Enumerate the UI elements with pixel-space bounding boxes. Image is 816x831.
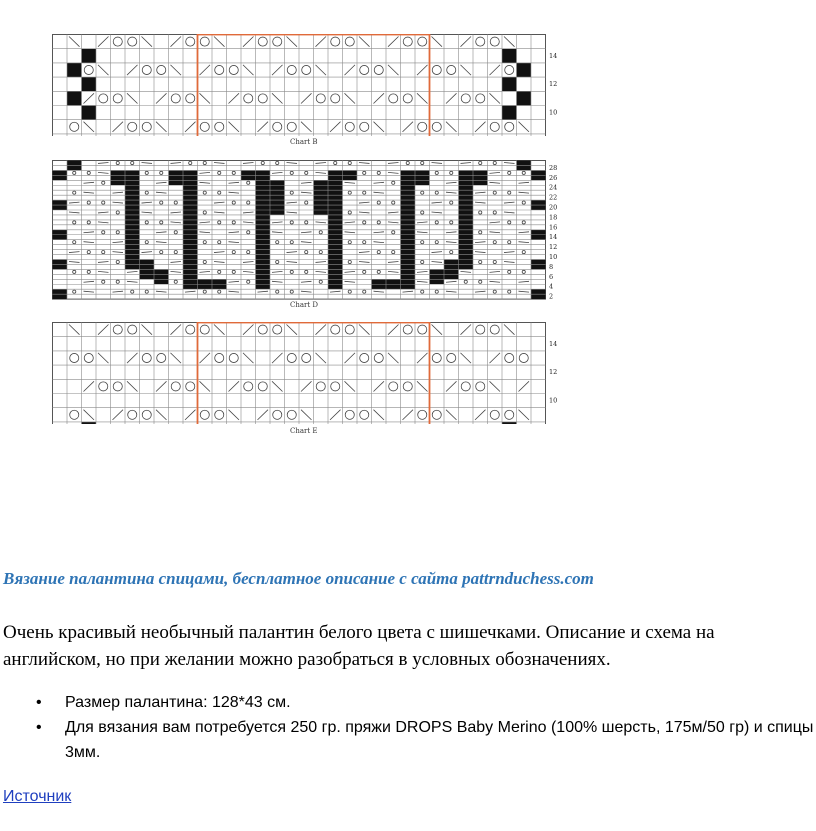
chart-cell-dark — [401, 190, 416, 195]
chart-cell-dark — [531, 170, 546, 175]
chart-cell-dark — [314, 200, 329, 205]
chart-cell-dark — [256, 269, 271, 274]
chart-cell-dark — [183, 279, 198, 284]
chart-cell-dark — [401, 245, 416, 250]
chart-cell-dark — [328, 264, 343, 269]
row-number-label: 28 — [549, 163, 558, 172]
chart-cell-dark — [183, 255, 198, 260]
chart-cell-dark — [459, 185, 474, 190]
chart-cell-dark — [328, 245, 343, 250]
chart-cell-dark — [444, 260, 459, 265]
chart-cell-dark — [183, 269, 198, 274]
chart-cell-dark — [256, 279, 271, 284]
chart-cell-dark — [517, 91, 532, 105]
chart-cell-dark — [183, 170, 198, 175]
chart-cell-dark — [183, 264, 198, 269]
chart-cell-dark — [256, 235, 271, 240]
chart-cell-dark — [53, 230, 68, 235]
chart-d-caption: Chart D — [290, 301, 319, 309]
chart-cell-dark — [401, 240, 416, 245]
chart-cell-dark — [53, 289, 68, 294]
chart-cell-dark — [328, 200, 343, 205]
row-number-label: 10 — [549, 108, 558, 117]
chart-cell-dark — [517, 165, 532, 170]
chart-cell-dark — [169, 180, 184, 185]
chart-cell-dark — [459, 220, 474, 225]
chart-cell-dark — [256, 170, 271, 175]
chart-cell-dark — [183, 230, 198, 235]
list-item — [0, 715, 816, 765]
chart-cell-dark — [328, 170, 343, 175]
chart-cell-dark — [183, 274, 198, 279]
chart-cell-dark — [444, 274, 459, 279]
chart-cell-dark — [67, 165, 82, 170]
chart-cell-dark — [53, 264, 68, 269]
chart-cell-dark — [531, 264, 546, 269]
chart-cell-dark — [198, 284, 213, 289]
chart-cell-dark — [328, 185, 343, 190]
chart-cell-dark — [183, 220, 198, 225]
chart-cell-dark — [401, 175, 416, 180]
chart-cell-dark — [183, 200, 198, 205]
chart-cell-dark — [183, 205, 198, 210]
chart-cell-dark — [401, 255, 416, 260]
chart-cell-dark — [183, 185, 198, 190]
chart-cell-dark — [328, 230, 343, 235]
chart-cell-dark — [270, 185, 285, 190]
chart-cell-dark — [140, 274, 155, 279]
chart-cell-dark — [314, 205, 329, 210]
chart-cell-dark — [459, 264, 474, 269]
chart-cell-dark — [241, 170, 256, 175]
chart-cell-dark — [444, 269, 459, 274]
chart-cell-dark — [154, 274, 169, 279]
chart-cell-dark — [328, 205, 343, 210]
row-number-label: 4 — [549, 282, 554, 291]
chart-cell-dark — [256, 274, 271, 279]
chart-cell-dark — [401, 260, 416, 265]
list-item — [0, 690, 816, 715]
chart-e-caption: Chart E — [290, 427, 318, 435]
chart-cell-dark — [459, 170, 474, 175]
chart-cell-dark — [459, 215, 474, 220]
chart-cell-dark — [140, 264, 155, 269]
chart-cell-dark — [328, 274, 343, 279]
chart-cell-dark — [473, 180, 488, 185]
chart-cell-dark — [140, 269, 155, 274]
chart-cell-dark — [125, 240, 140, 245]
chart-cell-dark — [502, 49, 517, 63]
chart-cell-dark — [328, 210, 343, 215]
chart-cell-dark — [459, 250, 474, 255]
chart-cell-dark — [459, 235, 474, 240]
chart-cell-dark — [401, 210, 416, 215]
chart-cell-dark — [256, 245, 271, 250]
chart-cell-dark — [531, 205, 546, 210]
chart-cell-dark — [256, 210, 271, 215]
chart-cell-dark — [212, 284, 227, 289]
row-number-label: 12 — [549, 368, 558, 377]
chart-cell-dark — [372, 284, 387, 289]
article-intro: Очень красивый необычный палантин белого цвета с шишечками. Описание и схема на английском, но при желании можно разобраться в условных обозначениях. — [3, 622, 715, 670]
bullet-icon: • — [36, 694, 42, 711]
chart-cell-dark — [183, 225, 198, 230]
chart-cell-dark — [415, 175, 430, 180]
chart-cell-dark — [401, 269, 416, 274]
chart-cell-dark — [125, 225, 140, 230]
chart-cell-dark — [459, 230, 474, 235]
chart-cell-dark — [328, 175, 343, 180]
row-number-label: 26 — [549, 173, 558, 182]
chart-cell-dark — [328, 240, 343, 245]
chart-b — [52, 34, 572, 136]
chart-cell-dark — [459, 260, 474, 265]
chart-cell-dark — [82, 422, 97, 424]
chart-cell-dark — [328, 225, 343, 230]
chart-cell-dark — [314, 195, 329, 200]
chart-cell-dark — [183, 250, 198, 255]
chart-cell-dark — [270, 205, 285, 210]
row-number-label: 20 — [549, 203, 558, 212]
chart-cell-dark — [328, 220, 343, 225]
chart-cell-dark — [459, 195, 474, 200]
chart-cell-dark — [459, 190, 474, 195]
article-heading: Вязание палантина спицами, бесплатное описание с сайта pattrnduchess.com — [3, 569, 594, 588]
row-number-label: 2 — [549, 292, 554, 300]
chart-cell-dark — [67, 63, 82, 77]
chart-cell-dark — [401, 195, 416, 200]
chart-cell-dark — [401, 215, 416, 220]
row-number-label: 14 — [549, 339, 558, 348]
chart-cell-dark — [125, 264, 140, 269]
chart-cell-dark — [125, 175, 140, 180]
chart-cell-dark — [256, 255, 271, 260]
chart-cell-dark — [82, 106, 97, 120]
chart-cells — [53, 35, 546, 137]
chart-cell-dark — [125, 250, 140, 255]
chart-cell-dark — [270, 195, 285, 200]
chart-cell-dark — [328, 255, 343, 260]
chart-cell-dark — [372, 279, 387, 284]
chart-cell-dark — [256, 225, 271, 230]
row-number-label: 6 — [549, 272, 554, 281]
chart-cell-dark — [183, 284, 198, 289]
chart-cell-dark — [183, 260, 198, 265]
chart-cell-dark — [256, 230, 271, 235]
chart-cell-dark — [125, 210, 140, 215]
chart-cell-dark — [415, 170, 430, 175]
chart-cell-dark — [256, 185, 271, 190]
chart-cell-dark — [401, 230, 416, 235]
chart-b-caption: Chart B — [290, 138, 318, 146]
chart-cell-dark — [459, 210, 474, 215]
chart-cell-dark — [502, 77, 517, 91]
chart-cell-dark — [270, 200, 285, 205]
chart-cell-dark — [328, 190, 343, 195]
chart-cell-dark — [459, 205, 474, 210]
chart-cell-dark — [212, 279, 227, 284]
chart-cell-dark — [125, 180, 140, 185]
chart-cell-dark — [183, 215, 198, 220]
chart-cell-dark — [53, 235, 68, 240]
chart-cell-dark — [111, 180, 126, 185]
chart-cell-dark — [328, 250, 343, 255]
row-number-label: 12 — [549, 80, 558, 89]
chart-d-grid — [52, 160, 572, 300]
row-number-label: 24 — [549, 183, 558, 192]
chart-cell-dark — [531, 289, 546, 294]
chart-cell-dark — [401, 235, 416, 240]
chart-cell-dark — [256, 200, 271, 205]
chart-cell-dark — [531, 260, 546, 265]
chart-cell-dark — [444, 264, 459, 269]
chart-cell-dark — [67, 91, 82, 105]
chart-cell-dark — [183, 245, 198, 250]
chart-cell-dark — [183, 240, 198, 245]
chart-cell-dark — [53, 294, 68, 299]
chart-cell-dark — [256, 190, 271, 195]
chart-cell-dark — [459, 255, 474, 260]
chart-cell-dark — [125, 220, 140, 225]
chart-cell-dark — [531, 230, 546, 235]
chart-cell-dark — [401, 264, 416, 269]
chart-cell-dark — [183, 235, 198, 240]
chart-cell-dark — [169, 175, 184, 180]
chart-cell-dark — [125, 255, 140, 260]
chart-cell-dark — [256, 180, 271, 185]
chart-cell-dark — [531, 175, 546, 180]
chart-e-grid — [52, 322, 572, 424]
chart-cell-dark — [328, 269, 343, 274]
chart-cell-dark — [270, 180, 285, 185]
chart-cell-dark — [270, 190, 285, 195]
chart-cell-dark — [125, 230, 140, 235]
chart-cell-dark — [502, 106, 517, 120]
chart-cell-dark — [198, 279, 213, 284]
chart-cell-dark — [517, 161, 532, 166]
chart-cell-dark — [459, 225, 474, 230]
chart-cell-dark — [401, 274, 416, 279]
row-number-label: 16 — [549, 223, 558, 232]
chart-cell-dark — [401, 200, 416, 205]
chart-cell-dark — [154, 269, 169, 274]
chart-cell-dark — [183, 175, 198, 180]
chart-cell-dark — [531, 235, 546, 240]
chart-cell-dark — [401, 170, 416, 175]
chart-cell-dark — [125, 200, 140, 205]
chart-cell-dark — [125, 215, 140, 220]
chart-cell-dark — [531, 200, 546, 205]
chart-cell-dark — [314, 210, 329, 215]
chart-cell-dark — [459, 180, 474, 185]
chart-cell-dark — [401, 180, 416, 185]
chart-cell-dark — [430, 279, 445, 284]
chart-cell-dark — [401, 220, 416, 225]
chart-cell-dark — [401, 284, 416, 289]
chart-cells — [53, 161, 546, 300]
chart-cell-dark — [343, 170, 358, 175]
chart-cell-dark — [67, 161, 82, 166]
chart-cell-dark — [111, 170, 126, 175]
chart-cell-dark — [140, 260, 155, 265]
chart-cell-dark — [386, 279, 401, 284]
row-number-label: 18 — [549, 213, 558, 222]
chart-cell-dark — [401, 205, 416, 210]
chart-cell-dark — [183, 180, 198, 185]
chart-cell-dark — [82, 49, 97, 63]
chart-cell-dark — [502, 422, 517, 424]
chart-cell-dark — [125, 205, 140, 210]
chart-cell-dark — [183, 195, 198, 200]
chart-cell-dark — [314, 185, 329, 190]
article-bullet-list — [0, 690, 816, 765]
row-number-label: 14 — [549, 233, 558, 242]
chart-cell-dark — [430, 274, 445, 279]
chart-cell-dark — [430, 269, 445, 274]
chart-cell-dark — [256, 260, 271, 265]
chart-cell-dark — [401, 185, 416, 190]
chart-cell-dark — [328, 195, 343, 200]
chart-cell-dark — [343, 175, 358, 180]
chart-cell-dark — [111, 175, 126, 180]
chart-cell-dark — [256, 264, 271, 269]
chart-cell-dark — [328, 215, 343, 220]
chart-cell-dark — [459, 240, 474, 245]
chart-cell-dark — [256, 220, 271, 225]
chart-cell-dark — [169, 170, 184, 175]
bullet-icon: • — [36, 719, 42, 736]
chart-cell-dark — [125, 170, 140, 175]
chart-cell-dark — [256, 284, 271, 289]
chart-cell-dark — [256, 195, 271, 200]
chart-cell-dark — [256, 215, 271, 220]
row-number-label: 14 — [549, 51, 558, 60]
chart-cell-dark — [241, 175, 256, 180]
chart-cell-dark — [328, 260, 343, 265]
chart-cell-dark — [53, 170, 68, 175]
chart-cell-dark — [459, 175, 474, 180]
chart-cell-dark — [531, 294, 546, 299]
chart-cell-dark — [53, 175, 68, 180]
chart-cell-dark — [154, 279, 169, 284]
row-number-label: 10 — [549, 253, 558, 262]
chart-cell-dark — [328, 180, 343, 185]
chart-cell-dark — [53, 205, 68, 210]
chart-cell-dark — [183, 210, 198, 215]
chart-cell-dark — [401, 225, 416, 230]
chart-cell-dark — [82, 77, 97, 91]
bullet-text-size: Размер палантина: 128*43 см. — [65, 694, 291, 711]
chart-cell-dark — [125, 260, 140, 265]
chart-cell-dark — [459, 245, 474, 250]
chart-d — [52, 160, 572, 300]
chart-cell-dark — [473, 175, 488, 180]
chart-cell-dark — [459, 200, 474, 205]
chart-cell-dark — [270, 210, 285, 215]
chart-cell-dark — [401, 279, 416, 284]
chart-b-grid — [52, 34, 572, 136]
chart-cell-dark — [53, 200, 68, 205]
row-number-label: 10 — [549, 396, 558, 405]
row-number-label: 22 — [549, 193, 558, 202]
chart-cell-dark — [386, 284, 401, 289]
chart-cell-dark — [125, 185, 140, 190]
chart-cell-dark — [328, 279, 343, 284]
chart-cell-dark — [415, 180, 430, 185]
chart-cell-dark — [183, 190, 198, 195]
chart-cell-dark — [256, 175, 271, 180]
chart-cell-dark — [314, 190, 329, 195]
chart-cell-dark — [125, 235, 140, 240]
chart-cells — [53, 323, 546, 425]
chart-cell-dark — [401, 250, 416, 255]
chart-cell-dark — [473, 170, 488, 175]
chart-cell-dark — [256, 240, 271, 245]
chart-cell-dark — [314, 180, 329, 185]
row-number-label: 8 — [549, 262, 554, 271]
chart-cell-dark — [328, 235, 343, 240]
chart-cell-dark — [125, 195, 140, 200]
chart-cell-dark — [53, 260, 68, 265]
row-number-label: 12 — [549, 243, 558, 252]
chart-e — [52, 322, 572, 424]
chart-cell-dark — [256, 205, 271, 210]
bullet-text-materials: Для вязания вам потребуется 250 гр. пряжи DROPS Baby Merino (100% шерсть, 175м/50 гр) и спицы 3мм. — [65, 719, 814, 761]
chart-cell-dark — [328, 284, 343, 289]
chart-cell-dark — [125, 245, 140, 250]
chart-cell-dark — [256, 250, 271, 255]
chart-cell-dark — [517, 63, 532, 77]
source-link[interactable]: Источник — [3, 788, 72, 805]
chart-cell-dark — [125, 190, 140, 195]
